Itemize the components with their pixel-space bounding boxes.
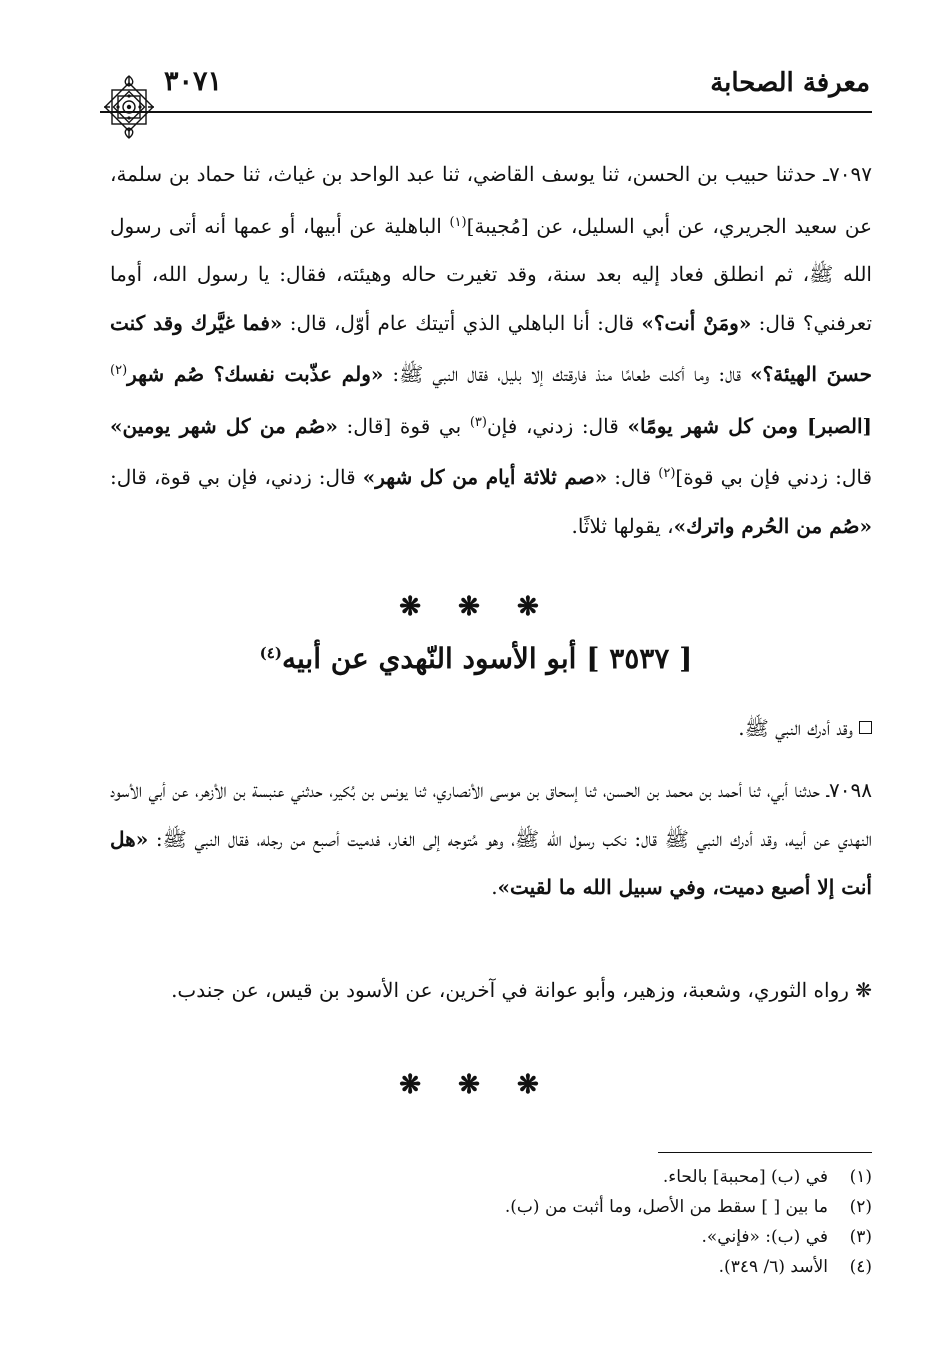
footnote-ref: (٢) bbox=[658, 466, 676, 481]
section-separator: ❋ ❋ ❋ bbox=[399, 592, 553, 622]
footnote: (٢)ما بين [ ] سقط من الأصل، وما أثبت من (ب). bbox=[504, 1197, 872, 1217]
hadith-7097-paragraph: ٧٠٩٧ـ حدثنا حبيب بن الحسن، ثنا يوسف القاضي، ثنا عبد الواحد بن غياث، ثنا حماد بن سلمة، عن سعيد الجريري، عن أبي السليل، عن [مُجيبة]$^{(١)}$ الباهلية عن أبيها، أو عمها أنه أتى رسول الله ﷺ، ثم انطلق فعاد إليه بعد سنة، وقد تغيرت حاله وهيئته، فقال: يا رسول الله، أوما تعرفني؟ قال: «ومَنْ أنت؟» قال: أنا الباهلي الذي أتيتك عام أوّل، قال: «فما غيَّرك وقد كنت حسنَ الهيئة؟» قال: وما أكلت طعامًا منذ فارقتك إلا بليل، فقال النبي ﷺ: «ولم عذّبت نفسك؟ صُم شهر$^{(٢)}$ [الصبر] ومن كل شهر يومًا» قال: زدني، فإن$^{(٣)}$ بي قوة [قال: «صُم من كل شهر يومين» قال: زدني فإن بي قوة]$^{(٢)}$ قال: «صم ثلاثة أيام من كل شهر» قال: زدني، فإن بي قوة، قال: «صُم من الحُرم واترك»، يقولها ثلاثًا. bbox=[110, 162, 873, 538]
section-heading: [ ٣٥٣٧ ] أبو الأسود النّهدي عن أبيه$^{(٤)}$ bbox=[259, 642, 693, 675]
footnote-ref: (١) bbox=[449, 214, 467, 230]
footnote-ref: (٣) bbox=[469, 414, 487, 430]
section-separator: ❋ ❋ ❋ bbox=[399, 1070, 553, 1100]
hadith-7098-paragraph: ٧٠٩٨ـ حدثنا أبي، ثنا أحمد بن محمد بن الحسن، ثنا إسحاق بن موسى الأنصاري، ثنا يونس بن بُكير، حدثني عنبسة بن الأزهر، عن أبي الأسود النهدي عن أبيه، وقد أدرك النبي ﷺ قال: نكب رسول الله ﷺ، وهو مُتوجه إلى الغار، فدميت أصبع من رجله، فقال النبي ﷺ: «هل أنت إلا أصبع دميت، وفي سبيل الله ما لقيت». bbox=[110, 778, 872, 899]
narration-note-paragraph: ❋ رواه الثوري، وشعبة، وزهير، وأبو عوانة في آخرين، عن الأسود بن قيس، عن جندب. bbox=[171, 978, 872, 1002]
footnote-ref: (٢) bbox=[110, 363, 128, 378]
footnote-divider bbox=[658, 1152, 872, 1153]
header-divider bbox=[100, 111, 872, 113]
square-bullet-icon bbox=[859, 721, 872, 734]
page-number: ٣٠٧١ bbox=[164, 66, 223, 97]
biography-note: وقد أدرك النبي ﷺ. bbox=[738, 716, 872, 745]
footnote-ref: (٤) bbox=[259, 644, 282, 662]
footnote: (٤)الأسد (٦/ ٣٤٩). bbox=[718, 1257, 872, 1277]
octagram-ornament-icon bbox=[100, 72, 158, 142]
footnote: (١)في (ب) [محببة] بالحاء. bbox=[662, 1167, 872, 1187]
footnotes bbox=[505, 1162, 872, 1282]
running-header-title: معرفة الصحابة bbox=[710, 68, 870, 98]
footnote: (٣)في (ب): «فإني». bbox=[701, 1227, 872, 1247]
